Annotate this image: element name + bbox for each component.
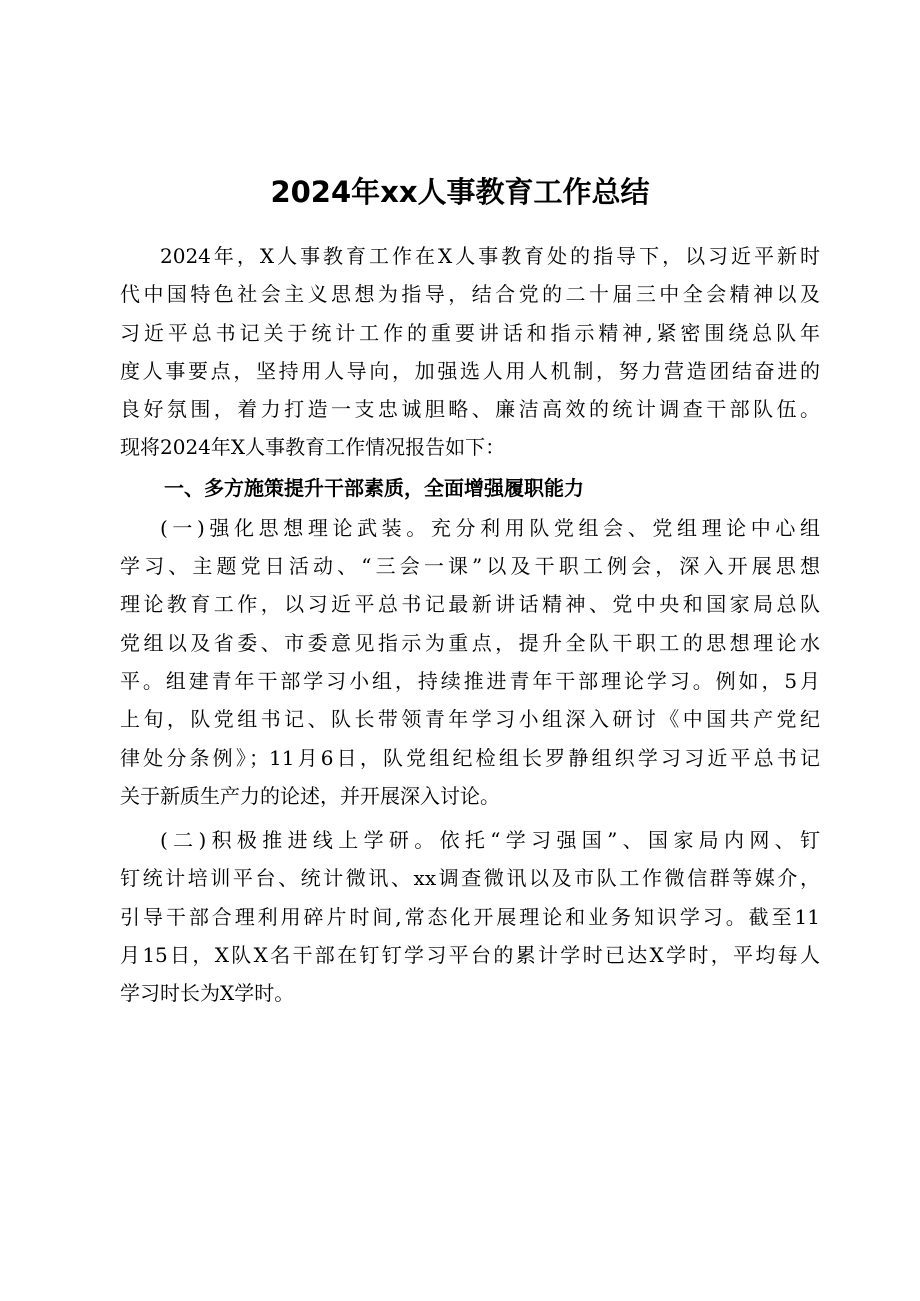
text-line: 关于新质生产力的论述，并开展深入讨论。: [120, 783, 500, 808]
text-line: (二)积极推进线上学研。依托“学习强国”、国家局内网、钉: [160, 828, 820, 853]
text-line: 月15日，X队X名干部在钉钉学习平台的累计学时已达X学时，平均每人: [120, 943, 820, 968]
text-line: 上旬，队党组书记、队长带领青年学习小组深入研讨《中国共产党纪: [120, 707, 820, 732]
text-line: 学习、主题党日活动、“三会一课”以及干职工例会，深入开展思想: [120, 554, 820, 579]
text-line: 2024年，X人事教育工作在X人事教育处的指导下，以习近平新时: [160, 244, 820, 268]
text-line: 理论教育工作，以习近平总书记最新讲话精神、党中央和国家局总队: [120, 592, 820, 617]
text-line: 律处分条例》；11月6日，队党组纪检组长罗静组织学习习近平总书记: [120, 745, 820, 770]
text-line: 引导干部合理利用碎片时间,常态化开展理论和业务知识学习。截至11: [120, 904, 820, 929]
intro-paragraph: [120, 237, 820, 467]
text-line: (一)强化思想理论武装。充分利用队党组会、党组理论中心组: [160, 515, 820, 540]
document-title: 2024年xx人事教育工作总结: [270, 175, 650, 209]
text-line: 良好氛围，着力打造一支忠诚胆略、廉洁高效的统计调查干部队伍。: [120, 397, 820, 422]
document-body: [120, 237, 820, 1013]
text-line: 平。组建青年干部学习小组，持续推进青年干部理论学习。例如，5月: [120, 668, 820, 693]
paragraph-1: [120, 509, 820, 815]
text-line: 代中国特色社会主义思想为指导，结合党的二十届三中全会精神以及: [120, 282, 820, 307]
text-line: 习近平总书记关于统计工作的重要讲话和指示精神,紧密围绕总队年: [120, 320, 820, 345]
text-line: 钉统计培训平台、统计微讯、xx调查微讯以及市队工作微信群等媒介，: [120, 866, 820, 891]
section-heading: 一、多方施策提升干部素质，全面增强履职能力: [164, 475, 584, 500]
text-line: 学习时长为X学时。: [120, 981, 295, 1006]
text-line: 度人事要点，坚持用人导向，加强选人用人机制，努力营造团结奋进的: [120, 358, 820, 383]
paragraph-2: [120, 821, 820, 1012]
text-line: 现将2024年X人事教育工作情况报告如下：: [120, 435, 506, 460]
text-line: 党组以及省委、市委意见指示为重点，提升全队干职工的思想理论水: [120, 630, 820, 655]
